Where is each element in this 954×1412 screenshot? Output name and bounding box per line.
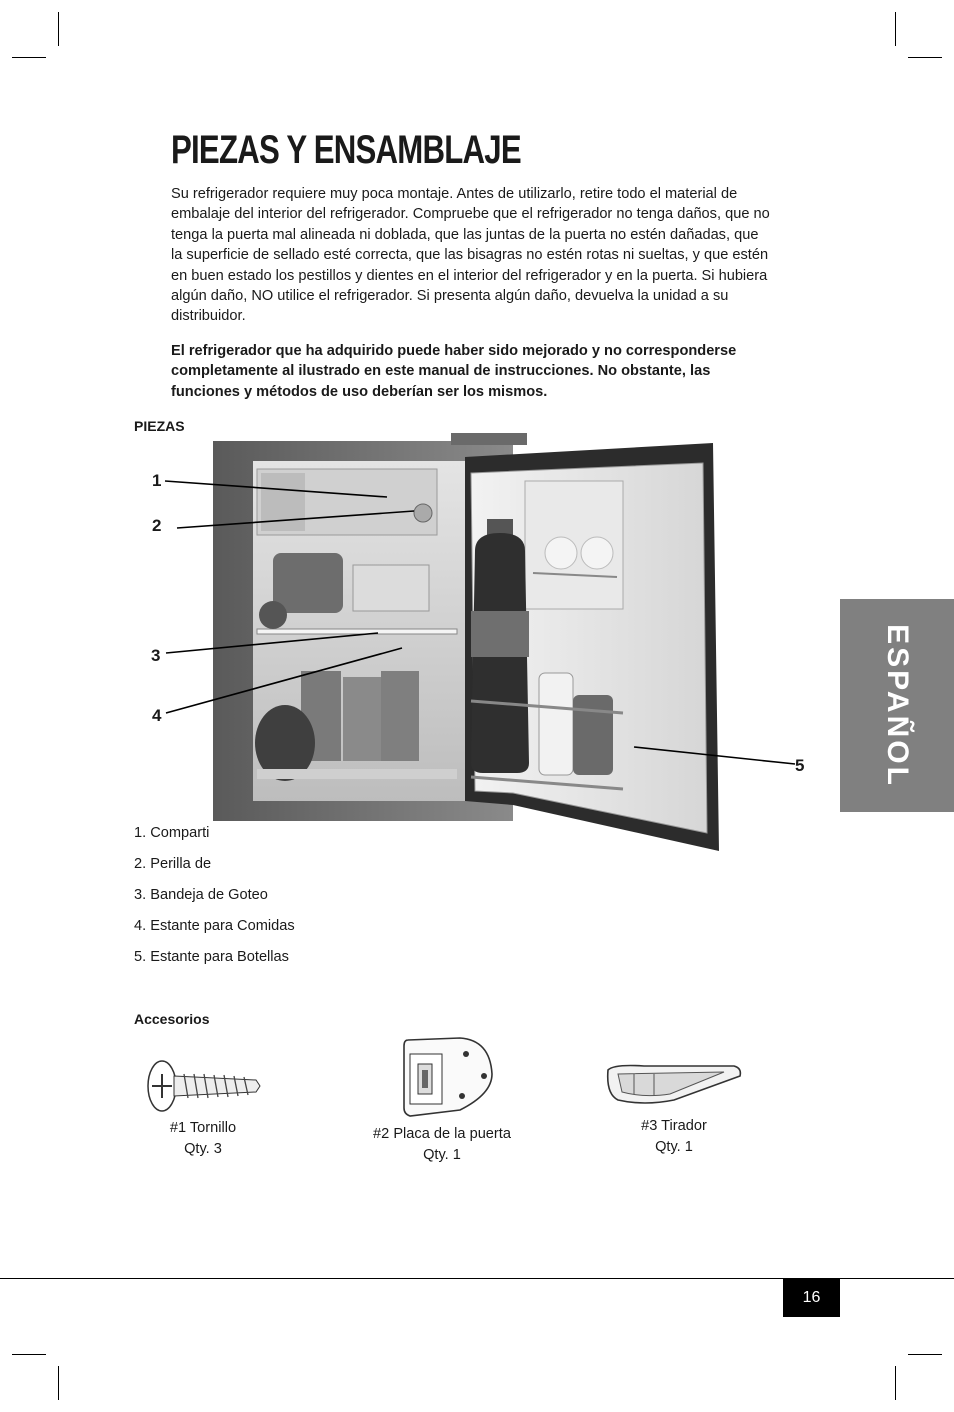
notice-paragraph: El refrigerador que ha adquirido puede haber sido mejorado y no corresponderse completamente al ilustrado en este manual de instrucciones. No obstante, las funciones y métodos de uso deberían ser los mismos. bbox=[171, 343, 737, 400]
accessory-2-caption bbox=[342, 1124, 542, 1166]
accessory-3-caption bbox=[574, 1116, 774, 1158]
callout-3: 3 bbox=[151, 646, 161, 665]
callout-4: 4 bbox=[152, 706, 162, 725]
page-number: 16 bbox=[783, 1278, 840, 1317]
screw-icon bbox=[144, 1058, 264, 1114]
accessory-3-qty: Qty. 1 bbox=[655, 1139, 693, 1155]
accessory-2-name: #2 Placa de la puerta bbox=[373, 1126, 511, 1142]
page-title: PIEZAS Y ENSAMBLAJE bbox=[171, 128, 521, 172]
handle-icon bbox=[604, 1060, 744, 1108]
accessory-1-name: #1 Tornillo bbox=[169, 1120, 237, 1136]
language-tab-label: ESPAÑOL bbox=[881, 623, 914, 788]
intro-paragraph: Su refrigerador requiere muy poca montaje. Antes de utilizarlo, retire todo el material de embalaje del interior del refrigerador. Compruebe que el refrigerador no tenga daños, que no tenga la puerta mal alineada ni doblada, que las juntas de la puerta no estén dañadas, que la superficie de sellado esté correcta, que las bisagras no estén rotas ni sueltas, y que estén en buen estado los pestillos y dientes en el interior del refrigerador y en la puerta. Si hubiera algún daño, NO utilice el refrigerador. Si presenta algún daño, devuelva la unidad a su distribuidor. bbox=[171, 186, 770, 325]
accessory-1-qty: Qty. 3 bbox=[184, 1141, 222, 1157]
accessory-3-name: #3 Tirador bbox=[641, 1118, 707, 1134]
callout-2: 2 bbox=[152, 516, 162, 535]
accessories-heading: Accesorios bbox=[134, 1011, 210, 1027]
part-item-1: 1. Comparti bbox=[134, 825, 210, 841]
part-item-5: 5. Estante para Botellas bbox=[134, 949, 289, 965]
part-item-4: 4. Estante para Comidas bbox=[134, 918, 295, 934]
part-item-3: 3. Bandeja de Goteo bbox=[134, 887, 268, 903]
language-tab bbox=[840, 599, 954, 812]
accessory-2-qty: Qty. 1 bbox=[423, 1147, 461, 1163]
parts-heading: PIEZAS bbox=[134, 418, 185, 434]
callout-5: 5 bbox=[795, 756, 805, 775]
callout-1: 1 bbox=[152, 471, 162, 490]
door-plate-icon bbox=[400, 1034, 496, 1120]
part-item-2: 2. Perilla de bbox=[134, 856, 212, 872]
accessory-1-caption bbox=[103, 1118, 303, 1160]
